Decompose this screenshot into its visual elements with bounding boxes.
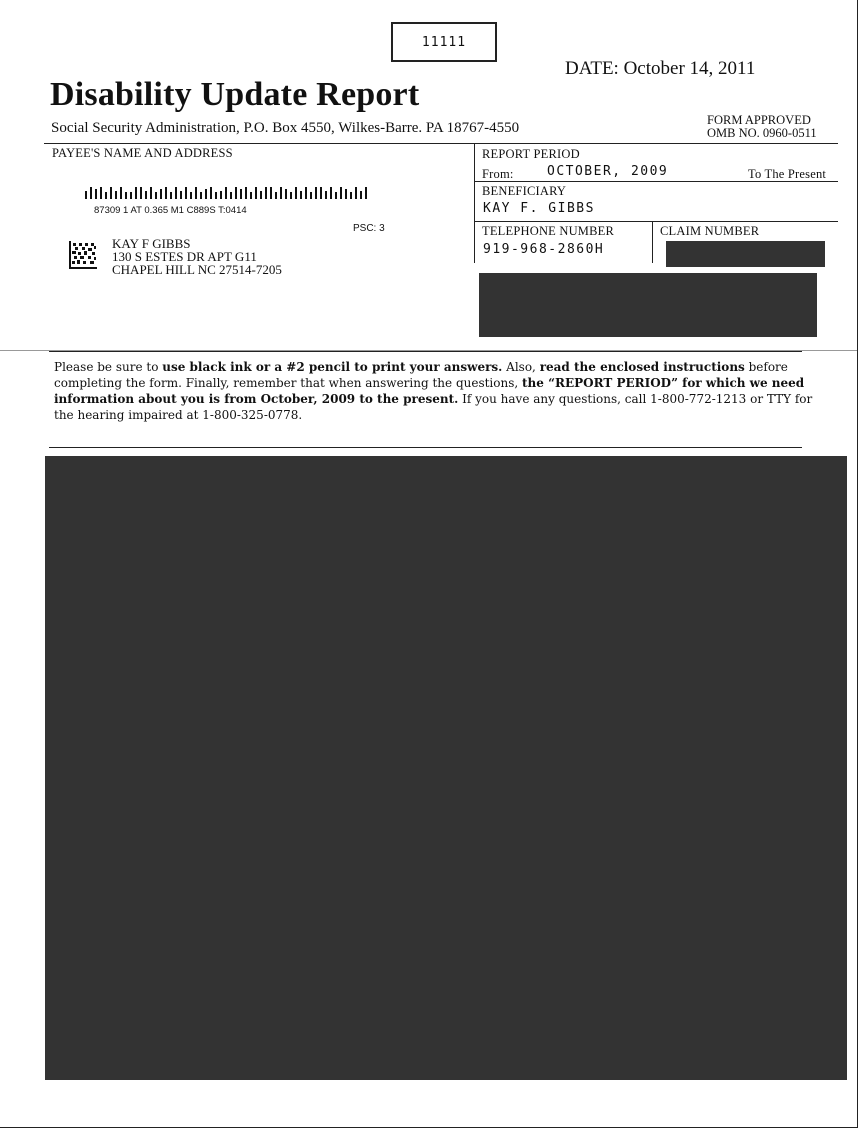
stamp-number: 11111 [421,35,467,50]
payee-section-label: PAYEE'S NAME AND ADDRESS [52,146,233,160]
redacted-form-body [45,456,847,1080]
to-present-label: To The Present [748,167,827,181]
beneficiary-label: BENEFICIARY [482,184,567,198]
instructions-top-rule [49,351,802,352]
redacted-block [479,273,817,337]
claim-number-label: CLAIM NUMBER [660,224,760,238]
claim-number-redaction [666,241,825,267]
date-line: DATE: October 14, 2011 [565,58,756,79]
instructions-bold: use black ink or a #2 pencil to print your answers. [162,360,503,374]
instructions-text: Please be sure to [54,360,163,374]
datamatrix-icon [69,241,97,269]
telephone-value: 919-968-2860H [483,242,605,257]
from-label: From: [482,167,514,181]
beneficiary-value: KAY F. GIBBS [483,201,595,216]
beneficiary-row-rule [474,221,838,222]
form-approved-note [707,114,817,140]
postal-barcode [85,187,369,203]
report-period-label: REPORT PERIOD [482,147,580,161]
payee-city: CHAPEL HILL NC 27514-7205 [112,262,282,277]
instructions-text: If you have any questions, call 1-800-772-1213 or TTY for the hearing impaired at 1-800-325-0778. [54,392,813,422]
telephone-label: TELEPHONE NUMBER [482,224,615,238]
stamp-number-box [391,22,497,62]
form-approved-line: FORM APPROVED [707,113,811,127]
instructions-bold: the “REPORT PERIOD” for which we need information about you is from October, 2009 to the present. [54,376,805,406]
instructions-paragraph [54,359,814,423]
page-title: Disability Update Report [50,76,420,113]
instructions-text: before completing the form. Finally, remember that when answering the questions, [54,360,788,390]
barcode-caption: 87309 1 AT 0.365 M1 C889S T:0414 [94,205,247,216]
instructions-bold: read the enclosed instructions [539,360,745,374]
omb-number: OMB NO. 0960-0511 [707,126,817,140]
payee-street: 130 S ESTES DR APT G11 [112,249,257,264]
header-rule [44,143,838,144]
instructions-text: Also, [502,360,540,374]
instructions-bottom-rule [49,447,802,448]
payee-address [112,237,282,276]
psc-code: PSC: 3 [353,223,385,234]
claim-divider [652,221,653,263]
agency-address: Social Security Administration, P.O. Box 4550, Wilkes-Barre. PA 18767-4550 [51,120,520,136]
payee-name: KAY F GIBBS [112,236,191,251]
payee-divider [474,143,475,263]
from-value: OCTOBER, 2009 [547,164,669,179]
